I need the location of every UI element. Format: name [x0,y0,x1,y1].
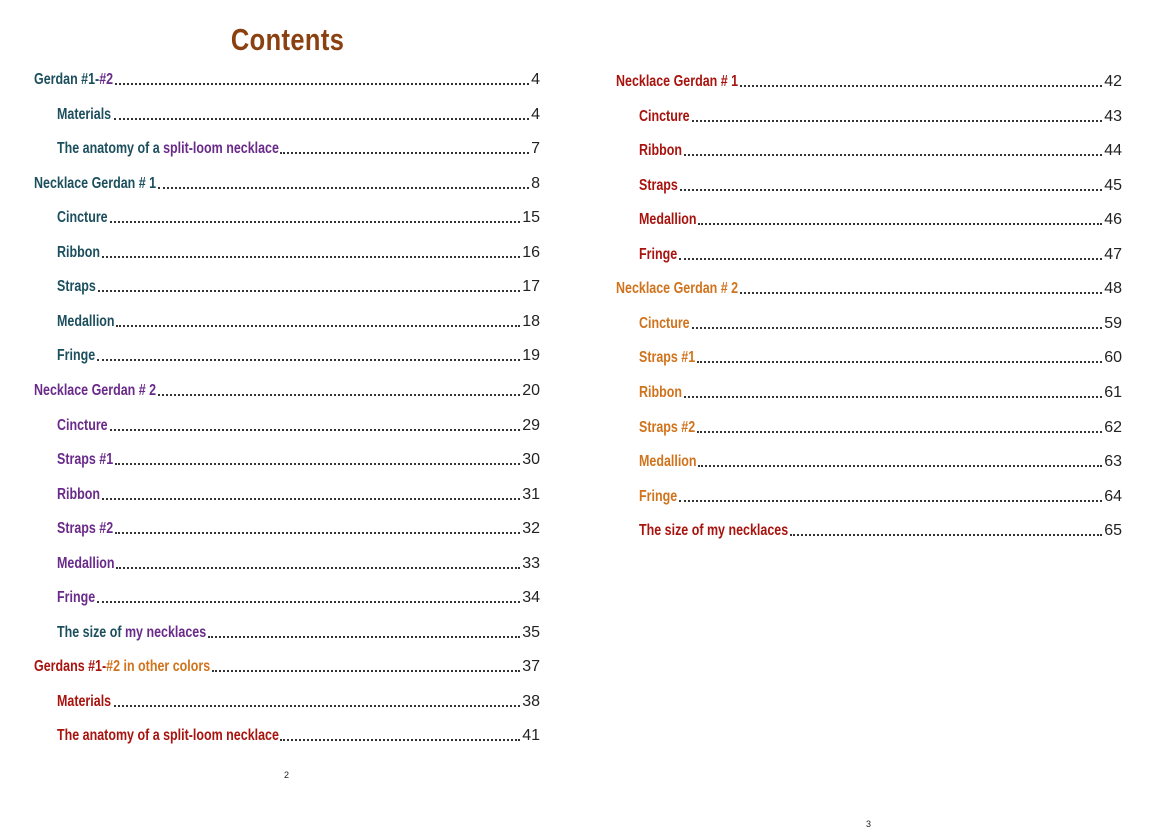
toc-entry-label [639,521,788,541]
toc-entry[interactable] [639,344,1122,368]
toc-entry[interactable] [639,517,1122,541]
dot-leader [698,465,1102,467]
toc-entry[interactable] [639,483,1122,507]
toc-entry-label-part: Medallion [57,312,115,330]
toc-page-number: 31 [522,485,540,503]
dot-leader [115,83,529,85]
toc-entry-label-part: Straps #1 [639,349,696,367]
dot-leader [692,120,1103,122]
toc-page-number: 16 [522,243,540,261]
toc-entry[interactable] [57,722,540,746]
toc-entry-label-part: Ribbon [57,485,100,503]
toc-entry-label [34,70,113,90]
dot-leader [697,361,1102,363]
toc-entry-label-part: Cincture [639,314,690,332]
toc-entry-label-part: The size of my necklaces [639,522,789,540]
toc-page-number: 35 [522,623,540,641]
toc-entry[interactable] [639,379,1122,403]
toc-entry[interactable] [639,241,1122,265]
toc-entry[interactable] [57,619,540,643]
dot-leader [280,739,520,741]
toc-page-number: 32 [522,520,540,538]
toc-entry-label-part: Straps #2 [639,418,696,436]
toc-entry-label [34,657,210,677]
toc-page-number: 4 [531,105,540,123]
toc-page-number: 34 [522,589,540,607]
toc-page-number: 63 [1104,453,1122,471]
toc-entry-label-part: Fringe [57,589,96,607]
dot-leader [697,431,1102,433]
toc-entry[interactable] [57,412,540,436]
toc-entry-label-part: my necklaces [124,623,207,641]
toc-entry[interactable] [57,273,540,297]
toc-entry-label-part: Necklace Gerdan # 2 [34,381,157,399]
dot-leader [679,500,1102,502]
toc-page-number: 18 [522,312,540,330]
toc-entry-label-part: split-loom necklace [163,140,279,158]
toc-entry-label [57,519,113,539]
dot-leader [158,394,521,396]
toc-entry-label-part: Gerdan #1- [34,71,100,88]
toc-entry-label [57,208,108,228]
toc-entry[interactable] [34,66,540,90]
dot-leader [698,223,1102,225]
contents-title: Contents [230,22,345,57]
dot-leader [116,567,520,569]
toc-entry-label-part: Materials [57,105,112,123]
toc-page-number: 44 [1104,142,1122,160]
toc-entry-label [57,726,279,746]
toc-entry[interactable] [34,653,540,677]
toc-entry-label [639,141,682,161]
toc-entry-label [616,279,738,299]
toc-entry-label [639,452,697,472]
toc-entry-label [639,348,695,368]
toc-entry-label [639,487,677,507]
toc-entry-label [34,381,156,401]
toc-entry-label [57,277,96,297]
toc-entry-label-part: Materials [57,692,112,710]
toc-entry-label [639,176,678,196]
toc-entry[interactable] [639,310,1122,334]
toc-entry[interactable] [57,446,540,470]
toc-entry-label-part: Cincture [57,209,108,227]
toc-page-number: 41 [522,727,540,745]
dot-leader [158,187,529,189]
toc-entry-label [639,210,697,230]
toc-entry-label-part: Fringe [639,245,678,263]
toc-entry-label-part: Straps [57,278,96,296]
toc-page-number: 47 [1104,245,1122,263]
toc-entry-label [639,245,677,265]
toc-entry[interactable] [57,688,540,712]
toc-entry-label-part: Ribbon [639,383,682,401]
toc-entry-label [57,623,206,643]
toc-entry[interactable] [57,515,540,539]
left-page [0,0,578,828]
dot-leader [110,221,521,223]
dot-leader [684,396,1102,398]
toc-entry-label-part: The anatomy of a [57,140,164,158]
toc-entry-label [57,105,111,125]
dot-leader [114,118,530,120]
toc-entry[interactable] [639,414,1122,438]
dot-leader [115,532,520,534]
dot-leader [692,327,1103,329]
toc-entry-label [57,450,113,470]
toc-page-number: 65 [1104,522,1122,540]
toc-entry[interactable] [639,206,1122,230]
toc-entry-label [57,588,95,608]
toc-entry[interactable] [639,103,1122,127]
dot-leader [280,152,529,154]
dot-leader [116,325,520,327]
toc-entry-label-part: Medallion [639,211,697,229]
page-number-right: 3 [866,819,872,829]
toc-right [579,0,1157,828]
toc-entry-label [57,416,108,436]
toc-entry[interactable] [57,481,540,505]
toc-page-number: 45 [1104,176,1122,194]
toc-entry-label [57,692,111,712]
toc-entry[interactable] [57,135,540,159]
toc-entry-label [57,139,279,159]
dot-leader [114,705,521,707]
toc-page-number: 62 [1104,418,1122,436]
toc-entry-label [639,418,695,438]
toc-page-number: 43 [1104,107,1122,125]
toc-entry[interactable] [34,170,540,194]
toc-entry-label [57,485,100,505]
dot-leader [102,498,520,500]
toc-entry-label-part: Straps #2 [57,520,114,538]
toc-page-number: 64 [1104,487,1122,505]
toc-page-number: 61 [1104,383,1122,401]
toc-entry-label [57,243,100,263]
toc-entry-label-part: #2 in other colors [106,658,211,676]
toc-entry-label-part: Medallion [639,453,697,471]
toc-entry-label-part: The size of [57,623,125,641]
toc-left [0,0,578,828]
toc-entry-label-part: Straps [639,176,678,194]
toc-entry-label-part: The anatomy of a split-loom necklace [57,727,279,745]
toc-entry-label-part: Cincture [57,416,108,434]
toc-entry[interactable] [57,239,540,263]
dot-leader [97,359,520,361]
toc-entry-label [34,174,156,194]
toc-entry[interactable] [57,101,540,125]
dot-leader [679,258,1102,260]
toc-page-number: 60 [1104,349,1122,367]
toc-entry[interactable] [57,342,540,366]
toc-entry-label-part: Ribbon [639,142,682,160]
toc-entry[interactable] [639,172,1122,196]
dot-leader [684,154,1102,156]
dot-leader [790,534,1102,536]
dot-leader [102,256,520,258]
toc-entry[interactable] [616,68,1122,92]
toc-entry-label-part: Ribbon [57,243,100,261]
dot-leader [740,85,1103,87]
toc-entry-label-part: Cincture [639,107,690,125]
toc-entry[interactable] [57,308,540,332]
dot-leader [110,429,521,431]
toc-page-number: 30 [522,451,540,469]
toc-page-number: 42 [1104,73,1122,90]
toc-entry-label-part: Necklace Gerdan # 2 [616,280,739,298]
toc-page-number: 15 [522,209,540,227]
toc-entry-label-part: #2 [99,71,114,88]
right-page [579,0,1157,828]
toc-entry[interactable] [57,550,540,574]
toc-page-number: 8 [531,174,540,192]
toc-entry[interactable] [34,377,540,401]
toc-entry-label [639,107,690,127]
page-number-left: 2 [284,770,290,780]
toc-page-number: 20 [522,381,540,399]
toc-page-number: 33 [522,554,540,572]
toc-entry-label-part: Medallion [57,554,115,572]
toc-entry-label-part: Necklace Gerdan # 1 [616,73,739,90]
toc-entry-label [639,314,690,334]
toc-entry[interactable] [639,137,1122,161]
toc-page-number: 46 [1104,211,1122,229]
toc-entry-label-part: Fringe [57,347,96,365]
toc-entry-label [57,554,115,574]
toc-page-number: 19 [522,347,540,365]
dot-leader [740,292,1103,294]
dot-leader [208,636,520,638]
toc-page-number: 7 [531,140,540,158]
dot-leader [212,670,520,672]
toc-entry-label [616,72,738,92]
dot-leader [680,189,1103,191]
toc-page-number: 37 [522,658,540,676]
toc-entry[interactable] [57,584,540,608]
toc-entry[interactable] [639,448,1122,472]
dot-leader [97,601,520,603]
toc-entry-label [57,312,115,332]
toc-entry-label-part: Fringe [639,487,678,505]
toc-entry-label-part: Gerdans #1- [34,658,107,676]
toc-page-number: 17 [522,278,540,296]
toc-page-number: 4 [531,71,540,88]
toc-page-number: 48 [1104,280,1122,298]
toc-entry-label [57,346,95,366]
toc-page-number: 29 [522,416,540,434]
toc-page-number: 59 [1104,314,1122,332]
toc-entry-label-part: Straps #1 [57,451,114,469]
toc-entry-label-part: Necklace Gerdan # 1 [34,174,157,192]
toc-page-number: 38 [522,692,540,710]
dot-leader [115,463,520,465]
toc-entry-label [639,383,682,403]
toc-entry[interactable] [57,204,540,228]
toc-entry[interactable] [616,275,1122,299]
dot-leader [98,290,521,292]
